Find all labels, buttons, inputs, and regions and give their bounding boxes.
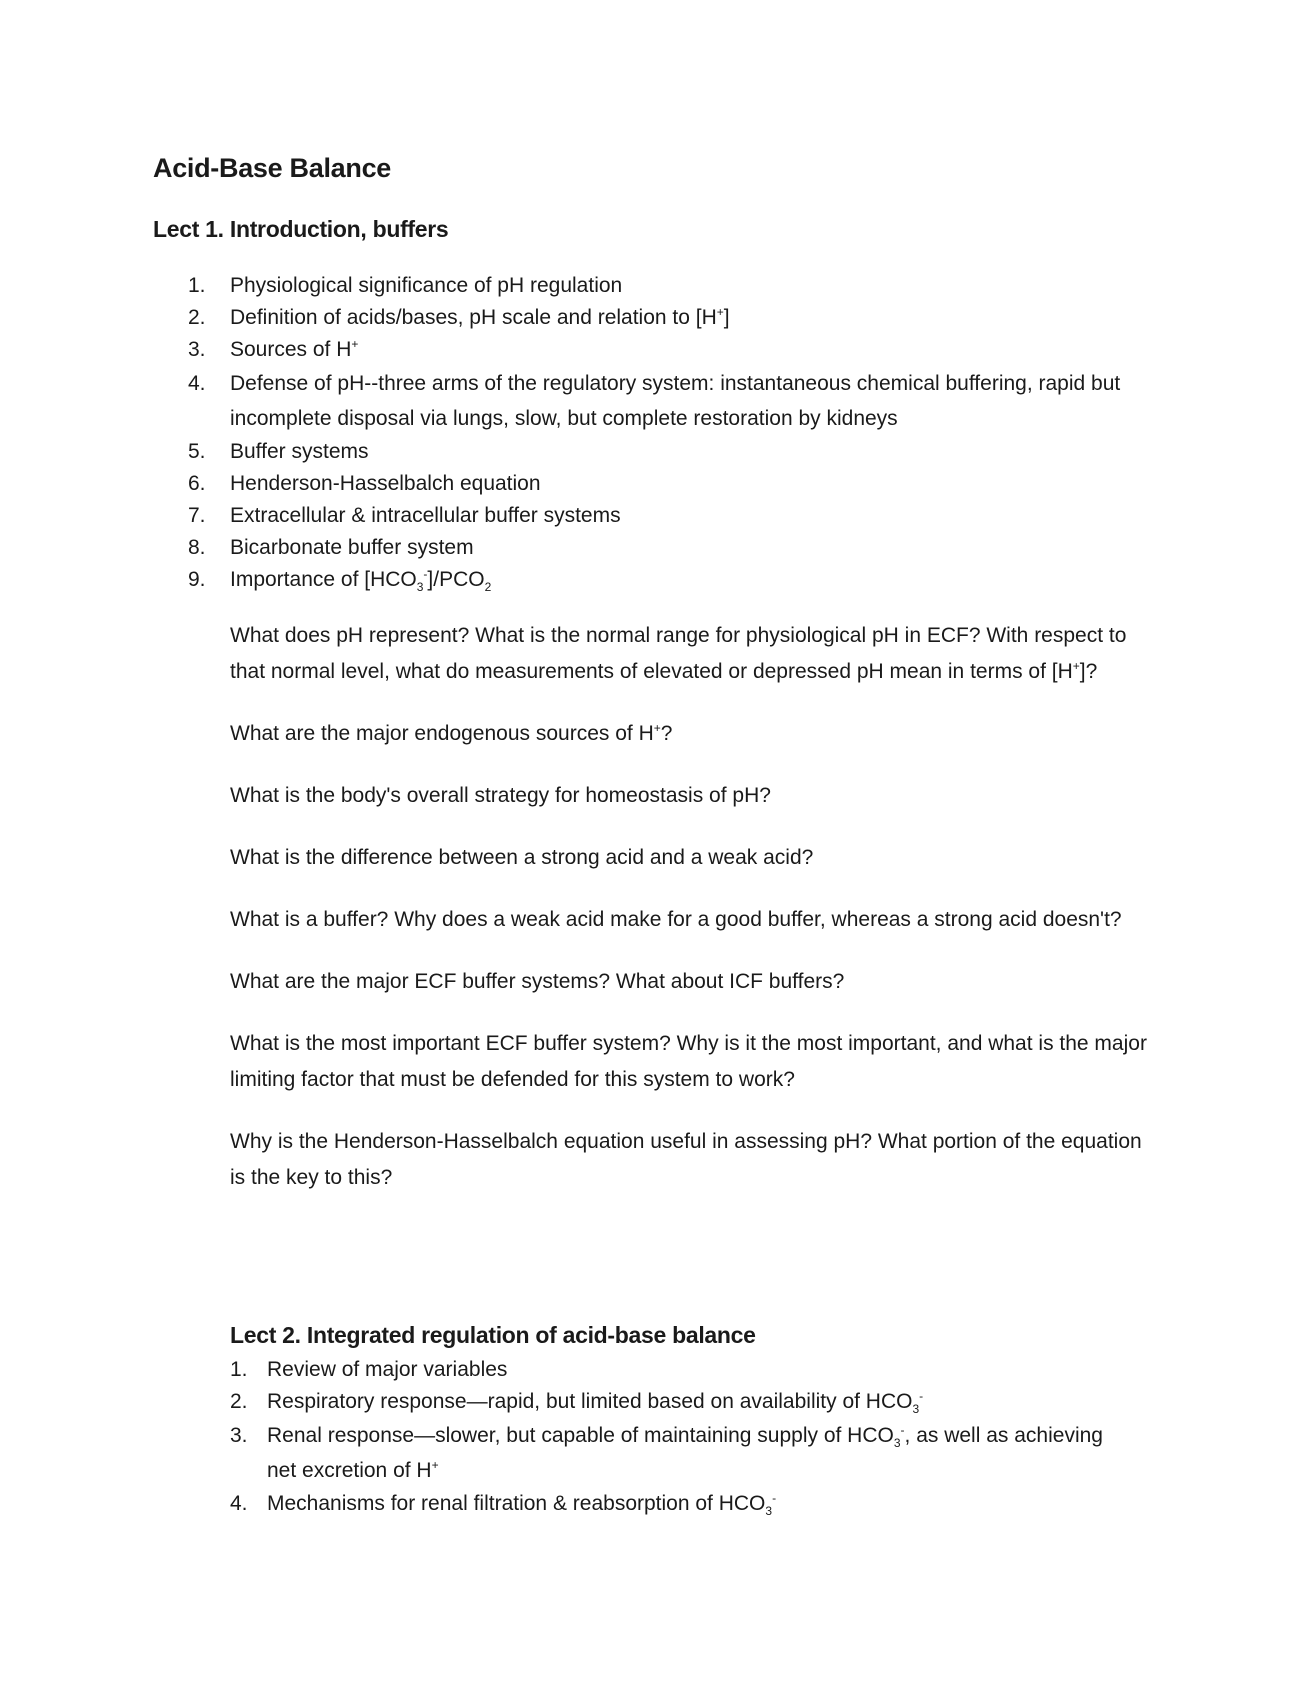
question-paragraph: What is a buffer? Why does a weak acid make for a good buffer, whereas a strong acid doesn't?	[230, 908, 1122, 931]
list-item	[230, 1386, 1130, 1418]
list-number: 4.	[230, 1492, 248, 1515]
subscript: 3	[416, 580, 424, 595]
superscript: +	[351, 337, 359, 351]
list-item-text: Review of major variables	[267, 1358, 508, 1381]
document-title: Acid-Base Balance	[153, 153, 392, 183]
lecture-2-heading: Lect 2. Integrated regulation of acid-base balance	[230, 1322, 756, 1348]
list-number: 9.	[188, 568, 206, 591]
list-item	[188, 270, 1148, 302]
study-questions	[230, 618, 1150, 1222]
list-number: 2.	[188, 306, 206, 329]
list-number: 7.	[188, 504, 206, 527]
superscript: -	[772, 1491, 777, 1505]
subscript: 3	[912, 1402, 920, 1417]
list-number: 3.	[188, 338, 206, 361]
list-item	[188, 366, 1148, 436]
list-item	[188, 468, 1148, 500]
text-segment: ]?	[1079, 660, 1098, 683]
list-item-text	[267, 1491, 777, 1519]
list-number: 3.	[230, 1424, 248, 1447]
question-paragraph: What are the major ECF buffer systems? What about ICF buffers?	[230, 970, 845, 993]
subscript: 3	[765, 1504, 773, 1519]
superscript: +	[653, 721, 661, 735]
list-item	[188, 500, 1148, 532]
question-paragraph	[230, 716, 1150, 752]
list-item-text: Physiological significance of pH regulation	[230, 274, 623, 297]
superscript: -	[919, 1389, 924, 1403]
list-item	[188, 302, 1148, 334]
list-number: 2.	[230, 1390, 248, 1413]
list-item-text: Extracellular & intracellular buffer systems	[230, 504, 621, 527]
list-item-text	[230, 338, 358, 361]
list-item-text	[230, 567, 492, 595]
list-item	[188, 532, 1148, 564]
text-segment: ]/PCO	[427, 568, 485, 591]
question-paragraph	[230, 618, 1150, 690]
list-item	[230, 1354, 1130, 1386]
text-segment: ?	[660, 722, 673, 745]
question-paragraph: What is the difference between a strong acid and a weak acid?	[230, 846, 814, 869]
text-segment: What are the major endogenous sources of H	[230, 722, 654, 745]
list-number: 6.	[188, 472, 206, 495]
list-item	[230, 1418, 1130, 1488]
text-segment: Mechanisms for renal filtration & reabsorption of HCO	[267, 1492, 766, 1515]
list-number: 8.	[188, 536, 206, 559]
lecture-2-topic-list	[230, 1354, 1130, 1520]
text-segment: ]	[723, 306, 730, 329]
text-segment: Sources of H	[230, 338, 352, 361]
superscript: +	[431, 1458, 439, 1472]
list-number: 5.	[188, 440, 206, 463]
question-paragraph: What is the body's overall strategy for homeostasis of pH?	[230, 784, 771, 807]
list-item-text: Buffer systems	[230, 440, 369, 463]
list-item	[230, 1488, 1130, 1520]
question-paragraph: What is the most important ECF buffer system? Why is it the most important, and what is the major limiting factor that must be defended for this system to work?	[230, 1032, 1147, 1091]
list-item-text	[267, 1424, 1103, 1482]
superscript: +	[716, 305, 724, 319]
list-number: 4.	[188, 372, 206, 395]
superscript: +	[1072, 659, 1080, 673]
subscript: 3	[893, 1436, 901, 1451]
text-segment: Importance of [HCO	[230, 568, 417, 591]
text-segment: Renal response—slower, but capable of maintaining supply of HCO	[267, 1424, 894, 1447]
superscript: -	[423, 567, 428, 581]
text-segment: Definition of acids/bases, pH scale and relation to [H	[230, 306, 717, 329]
list-item-text	[230, 306, 730, 329]
subscript: 2	[484, 580, 492, 595]
lecture-1-topic-list	[188, 270, 1148, 596]
lecture-1-heading: Lect 1. Introduction, buffers	[153, 216, 449, 242]
superscript: -	[900, 1423, 905, 1437]
list-item	[188, 334, 1148, 366]
text-segment: , as well as achieving net excretion of H	[267, 1424, 1103, 1482]
list-item-text: Henderson-Hasselbalch equation	[230, 472, 541, 495]
list-item-text: Defense of pH--three arms of the regulatory system: instantaneous chemical buffering, rapid but incomplete disposal via lungs, slow, but complete restoration by kidneys	[230, 372, 1121, 430]
list-item-text	[267, 1389, 924, 1417]
list-item	[188, 436, 1148, 468]
list-item-text: Bicarbonate buffer system	[230, 536, 474, 559]
text-segment: Respiratory response—rapid, but limited based on availability of HCO	[267, 1390, 913, 1413]
list-item	[188, 564, 1148, 596]
question-paragraph: Why is the Henderson-Hasselbalch equation useful in assessing pH? What portion of the equation is the key to this?	[230, 1130, 1142, 1189]
list-number: 1.	[230, 1358, 248, 1381]
list-number: 1.	[188, 274, 206, 297]
text-segment: What does pH represent? What is the normal range for physiological pH in ECF? With respect to that normal level, what do measurements of elevated or depressed pH mean in terms of [H	[230, 624, 1127, 683]
